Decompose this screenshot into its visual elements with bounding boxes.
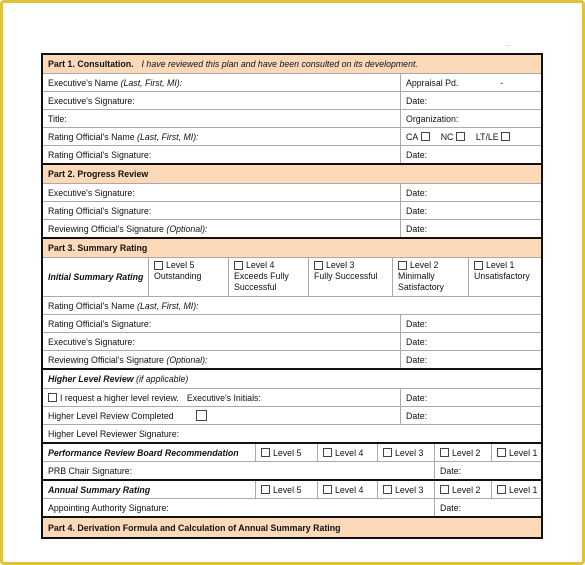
progress-reviewing-signature-date[interactable]: Date: bbox=[400, 220, 541, 237]
page-mark: … bbox=[505, 41, 513, 48]
annual-summary-rating-row bbox=[43, 481, 541, 499]
executive-name-field[interactable]: Executive's Name (Last, First, MI): bbox=[48, 77, 183, 88]
annual-summary-rating-label: Annual Summary Rating bbox=[48, 484, 151, 495]
initial-level-3-option[interactable]: Level 3 Fully Successful bbox=[308, 258, 392, 296]
summary-reviewing-signature-row bbox=[43, 351, 541, 370]
part1-header-row bbox=[43, 55, 541, 74]
summary-reviewing-signature-date[interactable]: Date: bbox=[400, 351, 541, 368]
executive-initials-field[interactable]: Executive's Initials: bbox=[186, 392, 261, 403]
higher-review-request-date[interactable]: Date: bbox=[400, 389, 541, 406]
progress-reviewing-signature-field[interactable]: Reviewing Official's Signature (Optional): bbox=[48, 223, 208, 234]
lt-le-checkbox[interactable] bbox=[501, 132, 510, 141]
prb-level-4-option[interactable]: Level 4 bbox=[317, 444, 377, 461]
part1-header bbox=[43, 55, 541, 73]
prb-chair-signature-row bbox=[43, 462, 541, 481]
summary-executive-signature-date[interactable]: Date: bbox=[400, 333, 541, 350]
part2-title: Part 2. Progress Review bbox=[43, 165, 541, 183]
official-type-group: CA NC LT/LE bbox=[400, 128, 541, 145]
higher-review-completed: Higher Level Review Completed bbox=[43, 407, 400, 424]
initial-level-2-checkbox[interactable] bbox=[398, 261, 407, 270]
annual-level-1-option[interactable]: Level 1 bbox=[491, 481, 541, 498]
annual-level-1-checkbox[interactable] bbox=[497, 485, 506, 494]
appointing-authority-signature-row bbox=[43, 499, 541, 518]
ca-checkbox[interactable] bbox=[421, 132, 430, 141]
part3-header-row bbox=[43, 239, 541, 258]
progress-reviewing-signature-row bbox=[43, 220, 541, 239]
part4-title: Part 4. Derivation Formula and Calculation of Annual Summary Rating bbox=[43, 518, 541, 537]
prb-level-5-option[interactable]: Level 5 bbox=[255, 444, 317, 461]
initial-level-5-checkbox[interactable] bbox=[154, 261, 163, 270]
higher-review-completed-date[interactable]: Date: bbox=[400, 407, 541, 424]
higher-review-request: I request a higher level review. Executive's Initials: bbox=[43, 389, 400, 406]
initial-level-4-option[interactable]: Level 4 Exceeds Fully Successful bbox=[228, 258, 308, 296]
annual-level-3-checkbox[interactable] bbox=[383, 485, 392, 494]
prb-recommendation-row bbox=[43, 444, 541, 462]
part4-header-row bbox=[43, 518, 541, 537]
initial-level-1-option[interactable]: Level 1 Unsatisfactory bbox=[468, 258, 541, 296]
rating-official-name-field[interactable]: Rating Official's Name (Last, First, MI): bbox=[48, 131, 199, 142]
summary-executive-signature-field[interactable]: Executive's Signature: bbox=[48, 336, 135, 347]
summary-rating-signature-field[interactable]: Rating Official's Signature: bbox=[48, 318, 152, 329]
annual-level-3-option[interactable]: Level 3 bbox=[377, 481, 434, 498]
part2-header-row bbox=[43, 165, 541, 184]
prb-level-3-checkbox[interactable] bbox=[383, 448, 392, 457]
progress-rating-signature-row bbox=[43, 202, 541, 220]
progress-executive-signature-field[interactable]: Executive's Signature: bbox=[48, 187, 135, 198]
prb-level-1-checkbox[interactable] bbox=[497, 448, 506, 457]
rating-official-signature-field[interactable]: Rating Official's Signature: bbox=[48, 149, 152, 160]
prb-level-3-option[interactable]: Level 3 bbox=[377, 444, 434, 461]
annual-level-2-checkbox[interactable] bbox=[440, 485, 449, 494]
higher-reviewer-signature-row bbox=[43, 425, 541, 444]
initial-level-5-option[interactable]: Level 5 Outstanding bbox=[148, 258, 228, 296]
prb-level-1-option[interactable]: Level 1 bbox=[491, 444, 541, 461]
rating-official-signature-row bbox=[43, 146, 541, 165]
prb-level-4-checkbox[interactable] bbox=[323, 448, 332, 457]
prb-level-2-option[interactable]: Level 2 bbox=[434, 444, 491, 461]
higher-review-completed-checkbox[interactable] bbox=[196, 410, 207, 421]
initial-summary-rating-row bbox=[43, 258, 541, 297]
summary-reviewing-signature-field[interactable]: Reviewing Official's Signature (Optional): bbox=[48, 354, 208, 365]
appraisal-form bbox=[41, 53, 543, 539]
prb-recommendation-label: Performance Review Board Recommendation bbox=[48, 447, 239, 458]
title-row bbox=[43, 110, 541, 128]
summary-executive-signature-row bbox=[43, 333, 541, 351]
progress-rating-signature-field[interactable]: Rating Official's Signature: bbox=[48, 205, 152, 216]
annual-level-5-option[interactable]: Level 5 bbox=[255, 481, 317, 498]
rating-official-signature-date[interactable]: Date: bbox=[400, 146, 541, 163]
executive-signature-date[interactable]: Date: bbox=[400, 92, 541, 109]
executive-signature-row bbox=[43, 92, 541, 110]
summary-rating-signature-row bbox=[43, 315, 541, 333]
summary-rating-signature-date[interactable]: Date: bbox=[400, 315, 541, 332]
appointing-authority-signature-field[interactable]: Appointing Authority Signature: bbox=[48, 502, 169, 513]
progress-executive-signature-row bbox=[43, 184, 541, 202]
part1-note: I have reviewed this plan and have been consulted on its development. bbox=[141, 59, 418, 69]
annual-level-4-option[interactable]: Level 4 bbox=[317, 481, 377, 498]
higher-review-header: Higher Level Review (if applicable) bbox=[48, 374, 189, 384]
initial-level-1-checkbox[interactable] bbox=[474, 261, 483, 270]
part3-title: Part 3. Summary Rating bbox=[43, 239, 541, 257]
annual-level-4-checkbox[interactable] bbox=[323, 485, 332, 494]
annual-level-5-checkbox[interactable] bbox=[261, 485, 270, 494]
nc-checkbox[interactable] bbox=[456, 132, 465, 141]
progress-rating-signature-date[interactable]: Date: bbox=[400, 202, 541, 219]
executive-signature-field[interactable]: Executive's Signature: bbox=[48, 95, 135, 106]
summary-rating-name-field[interactable]: Rating Official's Name (Last, First, MI): bbox=[48, 300, 199, 311]
prb-chair-signature-field[interactable]: PRB Chair Signature: bbox=[48, 465, 133, 476]
appointing-authority-signature-date[interactable]: Date: bbox=[434, 499, 541, 516]
prb-chair-signature-date[interactable]: Date: bbox=[434, 462, 541, 479]
organization-field[interactable]: Organization: bbox=[400, 110, 541, 127]
annual-level-2-option[interactable]: Level 2 bbox=[434, 481, 491, 498]
rating-official-name-row bbox=[43, 128, 541, 146]
part1-title: Part 1. Consultation. bbox=[48, 59, 134, 69]
progress-executive-signature-date[interactable]: Date: bbox=[400, 184, 541, 201]
initial-summary-rating-label: Initial Summary Rating bbox=[48, 272, 144, 282]
prb-level-2-checkbox[interactable] bbox=[440, 448, 449, 457]
prb-level-5-checkbox[interactable] bbox=[261, 448, 270, 457]
higher-reviewer-signature-field[interactable]: Higher Level Reviewer Signature: bbox=[48, 428, 180, 439]
higher-review-request-row bbox=[43, 389, 541, 407]
appraisal-period-field[interactable]: Appraisal Pd. - bbox=[400, 74, 541, 91]
higher-review-header-row bbox=[43, 370, 541, 389]
initial-level-2-option[interactable]: Level 2 Minimally Satisfactory bbox=[392, 258, 468, 296]
title-field[interactable]: Title: bbox=[48, 113, 67, 124]
summary-rating-name-row bbox=[43, 297, 541, 315]
initial-level-3-checkbox[interactable] bbox=[314, 261, 323, 270]
higher-review-completed-row bbox=[43, 407, 541, 425]
initial-level-4-checkbox[interactable] bbox=[234, 261, 243, 270]
higher-review-request-checkbox[interactable] bbox=[48, 393, 57, 402]
executive-name-row bbox=[43, 74, 541, 92]
